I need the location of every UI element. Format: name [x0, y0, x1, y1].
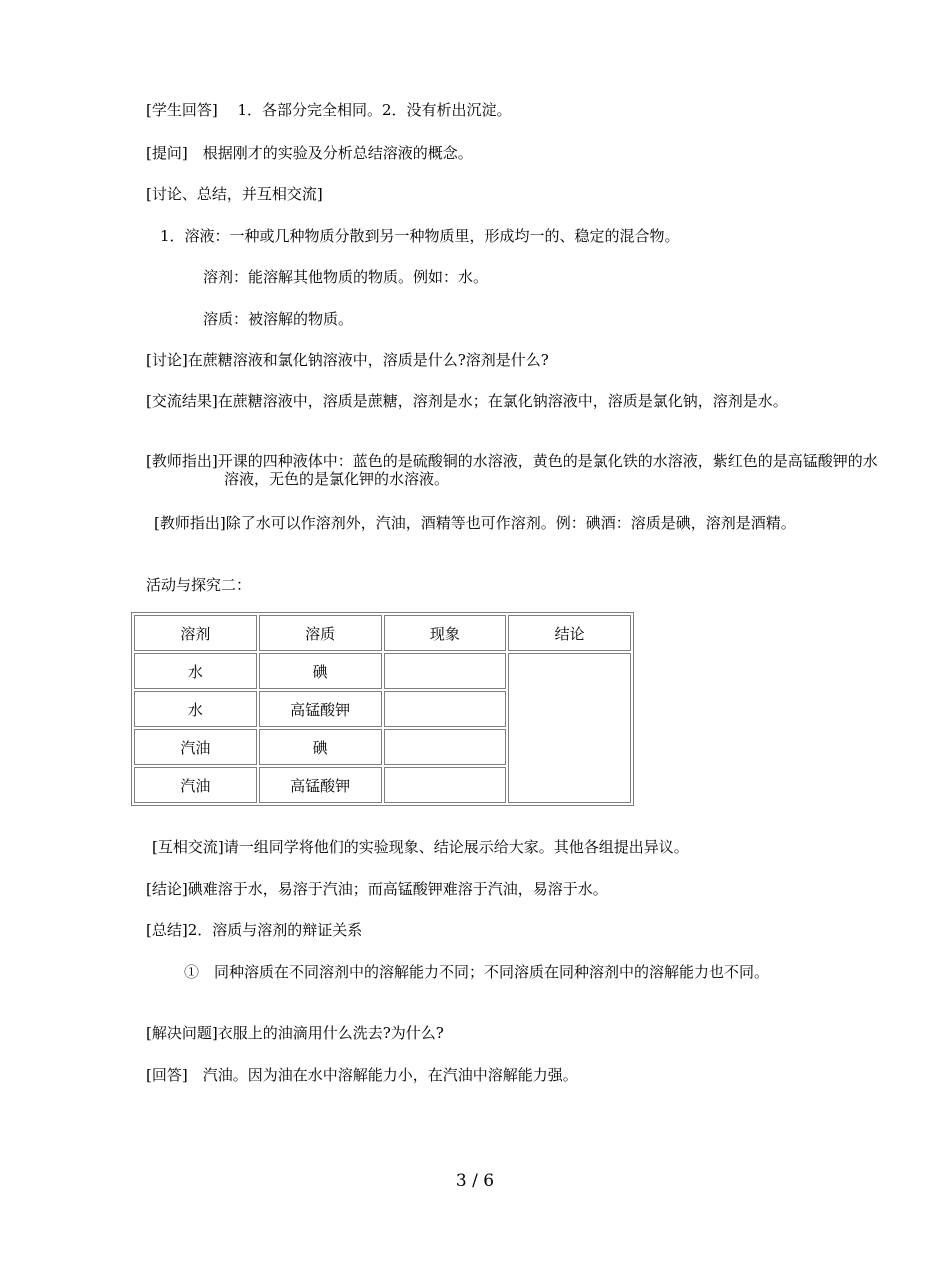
header-conclusion: 结论: [508, 615, 631, 651]
activity-heading: 活动与探究二：: [146, 576, 252, 594]
cell-solvent: 汽油: [134, 729, 257, 765]
page-number: 3 / 6: [455, 1171, 495, 1191]
summary-point-1: ① 同种溶质在不同溶剂中的溶解能力不同；不同溶质在同种溶剂中的溶解能力也不同。: [184, 963, 770, 981]
cell-phenomenon-empty: [384, 729, 507, 765]
solute-definition: 溶质：被溶解的物质。: [203, 310, 354, 328]
table-row: [134, 653, 631, 689]
discussion-question: [讨论]在蔗糖溶液和氯化钠溶液中，溶质是什么?溶剂是什么?: [146, 351, 549, 369]
cell-phenomenon-empty: [384, 691, 507, 727]
cell-solute: 高锰酸钾: [259, 767, 382, 803]
table-header-row: [134, 615, 631, 651]
header-phenomenon: 现象: [384, 615, 507, 651]
exchange-result: [交流结果]在蔗糖溶液中，溶质是蔗糖，溶剂是水；在氯化钠溶液中，溶质是氯化钠，溶剂是水。: [146, 392, 788, 410]
conclusion-line: [结论]碘难溶于水，易溶于汽油；而高锰酸钾难溶于汽油，易溶于水。: [146, 880, 608, 898]
summary-heading: [总结]2．溶质与溶剂的辩证关系: [146, 921, 363, 939]
problem-question: [解决问题]衣服上的油滴用什么洗去?为什么?: [146, 1024, 444, 1042]
cell-solvent: 水: [134, 653, 257, 689]
header-solvent: 溶剂: [134, 615, 257, 651]
cell-solute: 碘: [259, 653, 382, 689]
cell-phenomenon-empty: [384, 767, 507, 803]
teacher-note-2: [教师指出]除了水可以作溶剂外，汽油，酒精等也可作溶剂。例：碘酒：溶质是碘，溶剂是酒精。: [154, 514, 796, 532]
header-solute: 溶质: [259, 615, 382, 651]
cell-solvent: 汽油: [134, 767, 257, 803]
answer-line: [回答] 汽油。因为油在水中溶解能力小，在汽油中溶解能力强。: [146, 1066, 578, 1084]
cell-solute: 高锰酸钾: [259, 691, 382, 727]
solution-definition: 1．溶液：一种或几种物质分散到另一种物质里，形成均一的、稳定的混合物。: [160, 227, 680, 245]
solvent-definition: 溶剂：能溶解其他物质的物质。例如：水。: [203, 268, 489, 286]
cell-solute: 碘: [259, 729, 382, 765]
cell-conclusion-empty: [508, 653, 631, 803]
student-answer-line: [学生回答] 1．各部分完全相同。2．没有析出沉淀。: [146, 101, 512, 119]
teacher-note-1: [教师指出]开课的四种液体中：蓝色的是硫酸铜的水溶液，黄色的是氯化铁的水溶液，紫红色的是高锰酸钾的水溶液，无色的是氯化钾的水溶液。: [146, 452, 878, 488]
cell-phenomenon-empty: [384, 653, 507, 689]
experiment-table: [131, 612, 634, 806]
question-line: [提问] 根据刚才的实验及分析总结溶液的概念。: [146, 144, 473, 162]
exchange-line: [互相交流]请一组同学将他们的实验现象、结论展示给大家。其他各组提出异议。: [152, 838, 689, 856]
cell-solvent: 水: [134, 691, 257, 727]
discussion-heading: [讨论、总结，并互相交流]: [146, 185, 323, 203]
